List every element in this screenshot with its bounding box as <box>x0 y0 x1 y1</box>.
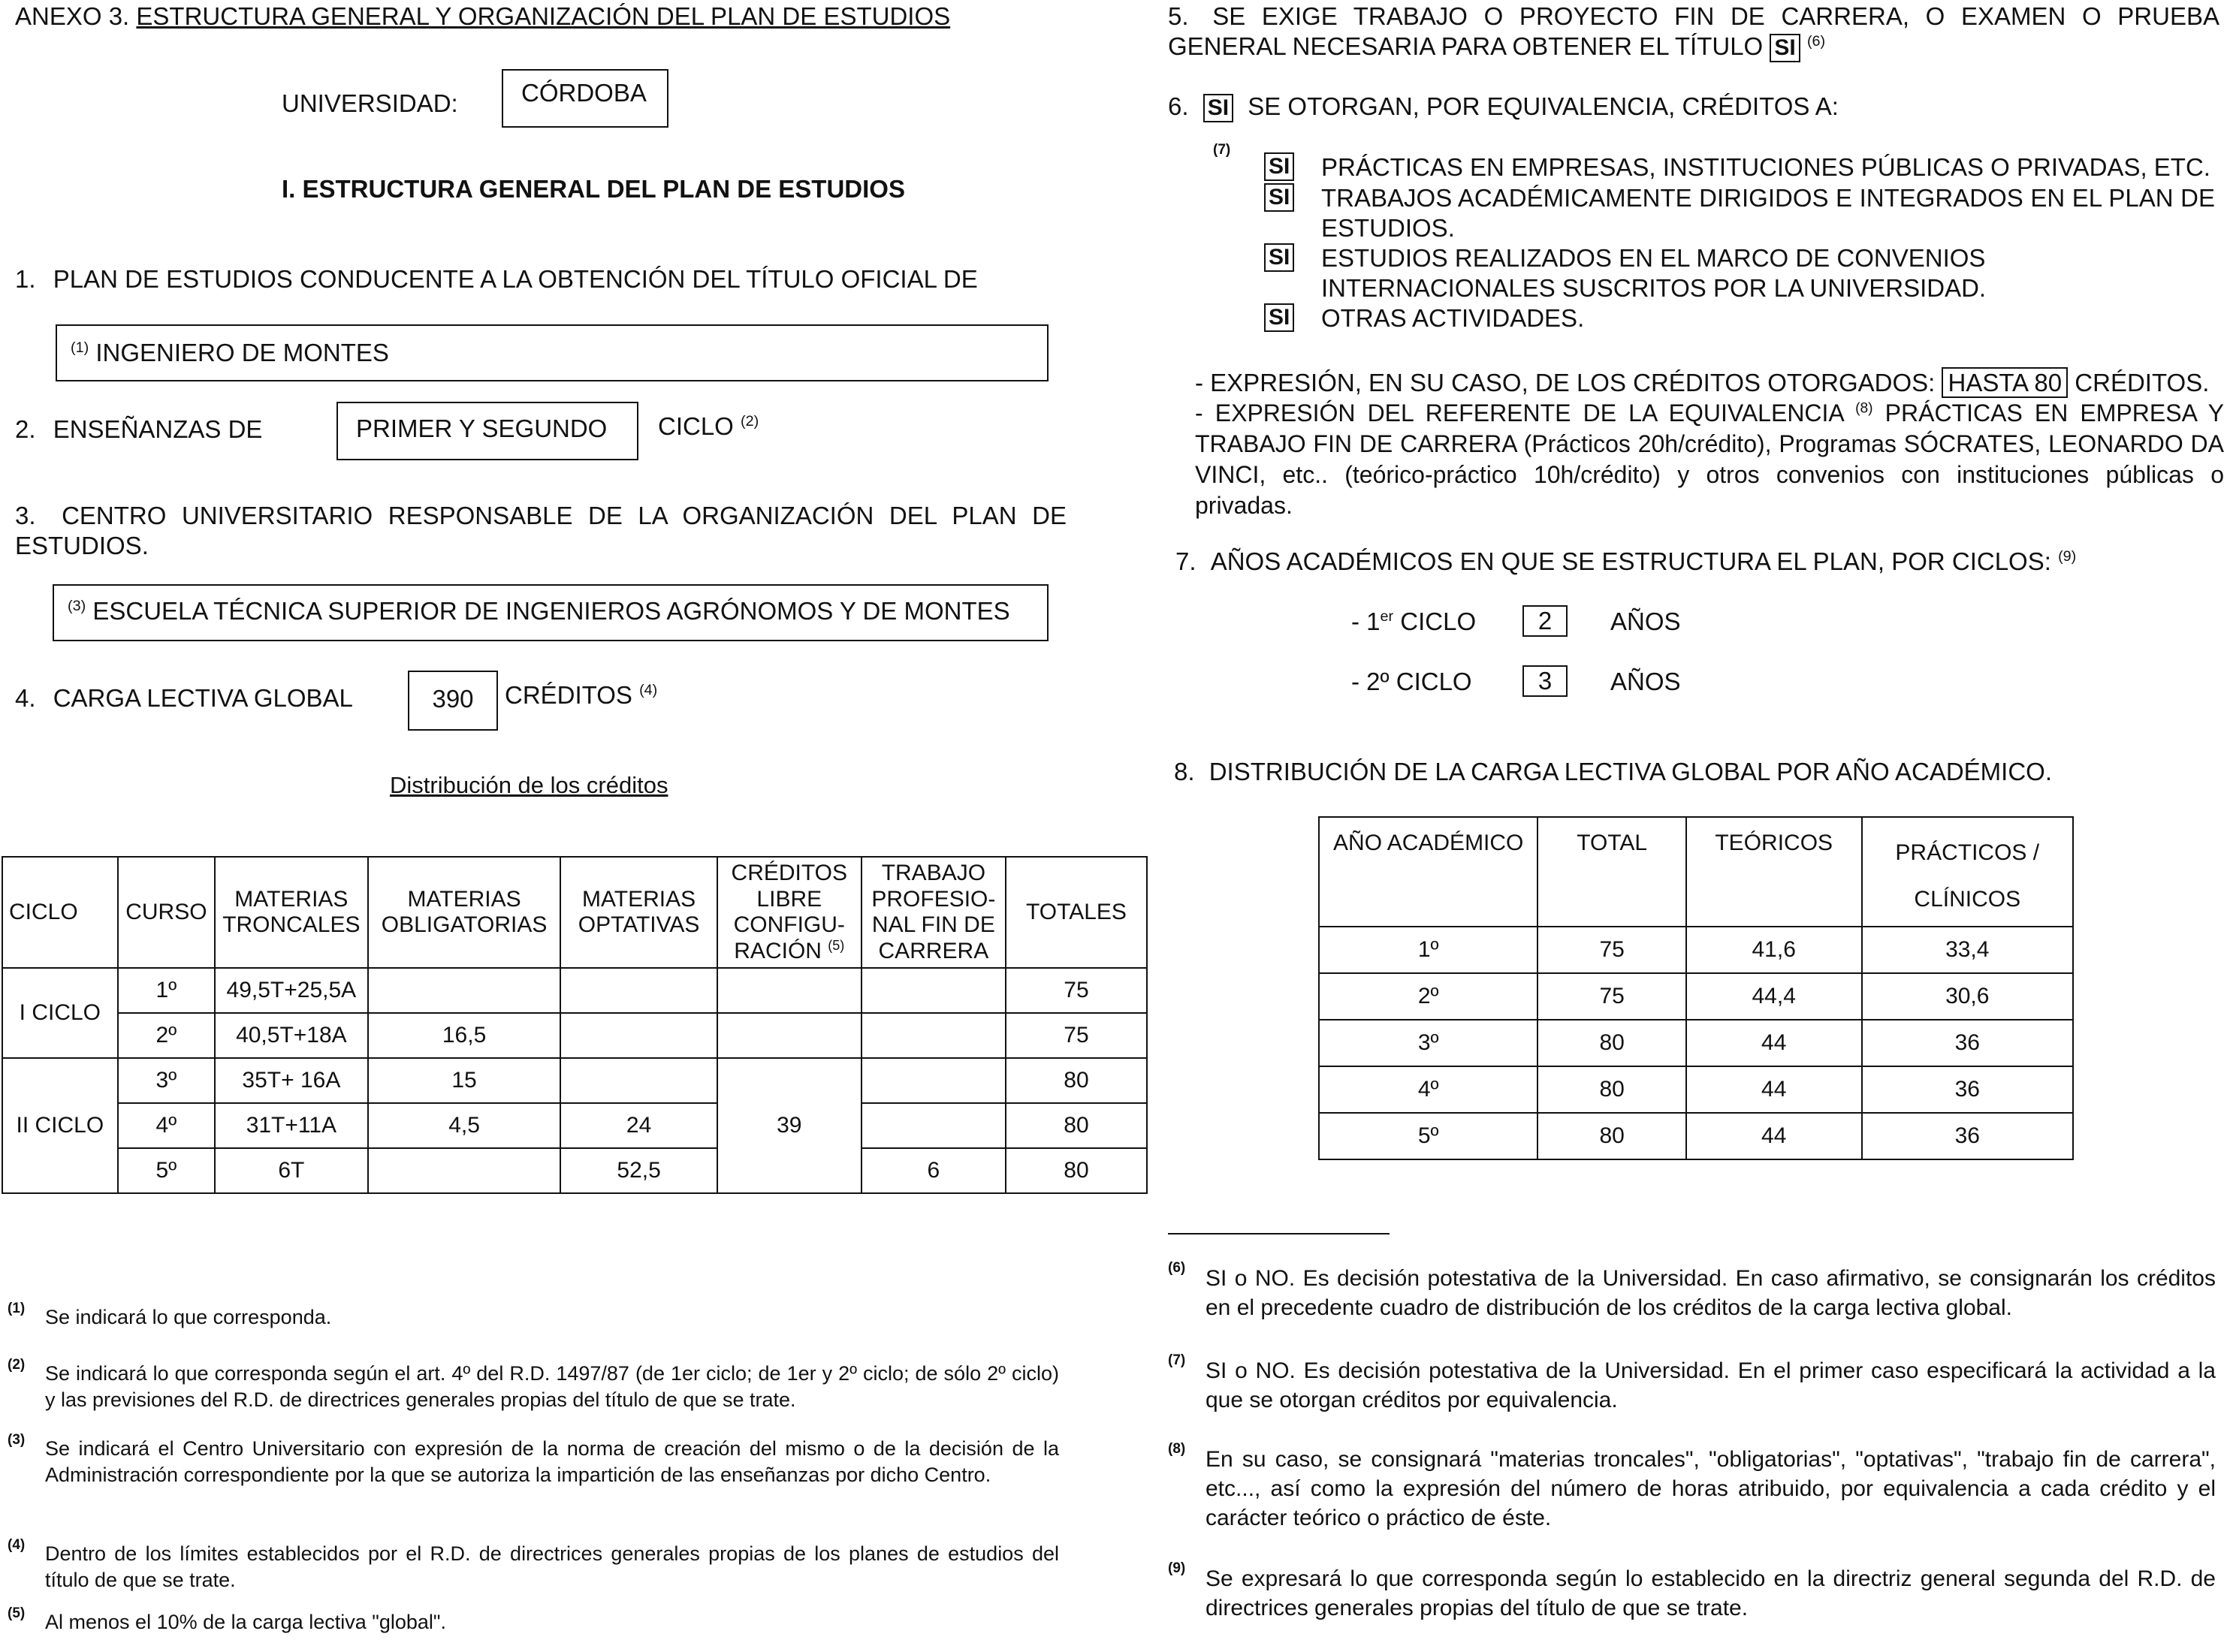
practicos-cell: 33,4 <box>1862 927 2073 973</box>
header-line: PRÁCTICOS / <box>1895 840 2040 865</box>
item6-number: 6. <box>1168 92 1189 120</box>
footnote-6 <box>1168 1260 2216 1322</box>
obligatorias-cell: 16,5 <box>368 1013 561 1058</box>
curso-cell: 1º <box>118 968 215 1013</box>
footnote-mark: (6) <box>1806 32 1826 50</box>
practicos-cell: 36 <box>1862 1020 2073 1066</box>
troncales-cell: 35T+ 16A <box>215 1058 368 1103</box>
item3-text: CENTRO UNIVERSITARIO RESPONSABLE DE LA ORGANIZACIÓN DEL PLAN DE ESTUDIOS. <box>15 502 1067 559</box>
footnote-mark: (8) <box>1855 400 1873 417</box>
total-cell: 80 <box>1537 1113 1685 1159</box>
teoricos-cell: 44,4 <box>1686 973 1862 1020</box>
curso-cell: 4º <box>118 1103 215 1148</box>
annex-heading <box>15 2 950 32</box>
footnote-mark: (1) <box>71 339 89 356</box>
distribution-table <box>2 856 1148 1194</box>
total-cell: 80 <box>1006 1148 1147 1193</box>
header-line: CLÍNICOS <box>1914 887 2021 912</box>
obligatorias-cell: 15 <box>368 1058 561 1103</box>
item1-text: PLAN DE ESTUDIOS CONDUCENTE A LA OBTENCIÓN DEL TÍTULO OFICIAL DE <box>53 265 978 293</box>
item5 <box>1168 2 2219 62</box>
header-line: OBLIGATORIAS <box>381 912 548 937</box>
troncales-cell: 31T+11A <box>215 1103 368 1148</box>
annex-prefix: ANEXO 3. <box>15 2 130 30</box>
curso-cell: 2º <box>118 1013 215 1058</box>
footnote-mark: (7) <box>1168 1352 1186 1368</box>
footnote-2 <box>8 1357 1059 1413</box>
item4-suffix <box>505 680 657 710</box>
header-line: CONFIGU- <box>733 912 845 937</box>
year-cell: 1º <box>1319 927 1537 973</box>
cycle-row <box>1351 667 1472 697</box>
cycle-label-post: CICLO <box>1393 607 1477 635</box>
option-answer-box: SI <box>1264 152 1294 181</box>
troncales-cell: 40,5T+18A <box>215 1013 368 1058</box>
header-optativas <box>560 857 717 968</box>
item2-label-text: ENSEÑANZAS DE <box>53 415 263 443</box>
year-cell: 2º <box>1319 973 1537 1020</box>
trabajo-cell <box>862 1013 1006 1058</box>
header-line: CRÉDITOS <box>731 861 848 885</box>
header-trabajo <box>862 857 1006 968</box>
expr1-label: - EXPRESIÓN, EN SU CASO, DE LOS CRÉDITOS OTORGADOS: <box>1195 369 1936 396</box>
footnote-mark: (8) <box>1168 1441 1186 1457</box>
table-row <box>1319 1113 2073 1159</box>
header-curso: CURSO <box>118 857 215 968</box>
footnote-mark: (9) <box>2058 548 2077 565</box>
trabajo-cell: 6 <box>862 1148 1006 1193</box>
footnote-mark: (1) <box>8 1301 26 1316</box>
optativas-cell <box>560 1013 717 1058</box>
footnote-mark: (4) <box>8 1537 26 1553</box>
item4-number: 4. <box>15 684 36 712</box>
year-cell: 5º <box>1319 1113 1537 1159</box>
header-total: TOTAL <box>1537 817 1685 927</box>
total-cell: 75 <box>1006 1013 1147 1058</box>
footnote-1 <box>8 1301 1059 1331</box>
footnote-7 <box>1168 1352 2216 1415</box>
table-header-row <box>1319 817 2073 927</box>
optativas-cell <box>560 1058 717 1103</box>
optativas-cell <box>560 968 717 1013</box>
item8 <box>1174 757 2052 787</box>
year-cell: 4º <box>1319 1066 1537 1113</box>
optativas-cell: 24 <box>560 1103 717 1148</box>
cycle-label: - 1 <box>1351 607 1381 635</box>
footnote-text: Dentro de los límites establecidos por el R.D. de directrices generales propias de los planes de estudios del título de que se trate. <box>45 1542 1059 1592</box>
option-text: OTRAS ACTIVIDADES. <box>1321 304 1585 332</box>
footnote-4 <box>8 1537 1059 1593</box>
item2-suffix <box>658 411 759 442</box>
footnote-text: En su caso, se consignará "materias troncales", "obligatorias", "optativas", "trabajo fin de carrera", etc..., así como la expresión del número de horas atribuido, por equivalencia a cada crédito y el carácter teórico o práctico de éste. <box>1206 1447 2216 1530</box>
footnote-mark: (3) <box>8 1432 26 1448</box>
section-title: I. ESTRUCTURA GENERAL DEL PLAN DE ESTUDIOS <box>282 175 905 203</box>
header-line: RACIÓN <box>734 938 822 963</box>
table-header-row <box>2 857 1147 968</box>
footnote-mark: (4) <box>639 682 658 698</box>
option-answer-box: SI <box>1264 183 1294 212</box>
total-cell: 75 <box>1537 973 1685 1020</box>
teoricos-cell: 44 <box>1686 1066 1862 1113</box>
obligatorias-cell: 4,5 <box>368 1103 561 1148</box>
cycle-years-unit: AÑOS <box>1610 607 1681 635</box>
item1-title-box <box>56 324 1049 381</box>
footnote-text: Se indicará lo que corresponda según el art. 4º del R.D. 1497/87 (de 1er ciclo; de 1er y 2º ciclo; de sólo 2º ciclo) y las previsiones del R.D. de directrices generales propias del título de que se trate. <box>45 1362 1059 1412</box>
footnote-3 <box>8 1432 1059 1488</box>
footnote-5 <box>8 1605 1059 1635</box>
expr2-text: PRÁCTICAS EN EMPRESA Y TRABAJO FIN DE CARRERA (Prácticos 20h/crédito), Programas SÓCRATES, LEONARDO DA VINCI, etc.. (teórico-práctico 10h/crédito) y otros convenios con instituciones públicas o privadas. <box>1195 399 2224 519</box>
item7-text: AÑOS ACADÉMICOS EN QUE SE ESTRUCTURA EL PLAN, POR CICLOS: <box>1210 547 2051 575</box>
header-line: LIBRE <box>756 886 822 912</box>
item8-text: DISTRIBUCIÓN DE LA CARGA LECTIVA GLOBAL POR AÑO ACADÉMICO. <box>1209 758 2052 785</box>
footnote-mark: (3) <box>68 598 86 614</box>
header-line: MATERIAS <box>582 886 696 912</box>
footnote-text: Se indicará el Centro Universitario con expresión de la norma de creación del mismo o de la decisión de la Administración correspondiente por la que se autoriza la impartición de las enseñanzas por dicho Centro. <box>45 1437 1059 1487</box>
header-line: CARRERA <box>878 938 989 963</box>
footnote-mark: (2) <box>8 1357 26 1373</box>
table-row <box>1319 973 2073 1020</box>
obligatorias-cell <box>368 968 561 1013</box>
troncales-cell: 6T <box>215 1148 368 1193</box>
table-row <box>2 1013 1147 1058</box>
item2-suffix-text: CICLO <box>658 412 734 440</box>
item4-value-box: 390 <box>408 671 498 731</box>
total-cell: 75 <box>1006 968 1147 1013</box>
libre-merged-cell: 39 <box>717 1058 862 1193</box>
table-row <box>1319 927 2073 973</box>
ciclo-2-cell: II CICLO <box>2 1058 118 1193</box>
footnote-mark: (6) <box>1168 1260 1186 1276</box>
expr1-suffix: CRÉDITOS. <box>2075 369 2210 396</box>
total-cell: 80 <box>1006 1103 1147 1148</box>
footnote-mark: (9) <box>1168 1560 1186 1576</box>
footnote-divider <box>1168 1233 1390 1234</box>
footnote-text: Se indicará lo que corresponda. <box>45 1306 332 1328</box>
libre-cell <box>717 1013 862 1058</box>
footnote-8 <box>1168 1441 2216 1533</box>
item6-text: SE OTORGAN, POR EQUIVALENCIA, CRÉDITOS A: <box>1248 92 1839 120</box>
header-troncales <box>215 857 368 968</box>
item2-number: 2. <box>15 415 36 443</box>
annex-title: ESTRUCTURA GENERAL Y ORGANIZACIÓN DEL PLAN DE ESTUDIOS <box>136 2 951 30</box>
header-line: MATERIAS <box>234 886 349 912</box>
header-line: NAL FIN DE <box>871 912 995 937</box>
footnote-9 <box>1168 1560 2216 1623</box>
option-answer-box: SI <box>1264 303 1294 332</box>
practicos-cell: 36 <box>1862 1113 2073 1159</box>
cycle-years-box: 2 <box>1522 605 1568 637</box>
header-line: TRONCALES <box>222 912 361 937</box>
header-totales: TOTALES <box>1006 857 1147 968</box>
item3-center-box <box>53 584 1049 641</box>
expr1-value-box: HASTA 80 <box>1942 367 2068 398</box>
table-row <box>2 968 1147 1013</box>
item6 <box>1168 92 1839 122</box>
item7-number: 7. <box>1175 547 1196 575</box>
item1-title-value: INGENIERO DE MONTES <box>95 339 389 366</box>
ciclo-1-cell: I CICLO <box>2 968 118 1058</box>
universidad-label: UNIVERSIDAD: <box>282 89 458 117</box>
cycle-label: - 2º CICLO <box>1351 668 1472 695</box>
total-cell: 80 <box>1537 1020 1685 1066</box>
item3-number: 3. <box>15 502 36 529</box>
libre-cell <box>717 968 862 1013</box>
option-text: TRABAJOS ACADÉMICAMENTE DIRIGIDOS E INTEGRADOS EN EL PLAN DE ESTUDIOS. <box>1321 184 2215 242</box>
cycle-years-box: 3 <box>1522 665 1568 697</box>
obligatorias-cell <box>368 1148 561 1193</box>
teoricos-cell: 44 <box>1686 1020 1862 1066</box>
header-line: PROFESIO- <box>871 886 996 912</box>
item8-number: 8. <box>1174 758 1195 785</box>
footnote-text: SI o NO. Es decisión potestativa de la Universidad. En caso afirmativo, se consignarán los créditos en el precedente cuadro de distribución de los créditos de la carga lectiva global. <box>1206 1266 2216 1320</box>
header-practicos <box>1862 817 2073 927</box>
option-text: PRÁCTICAS EN EMPRESAS, INSTITUCIONES PÚBLICAS O PRIVADAS, ETC. <box>1321 153 2210 181</box>
item5-answer-box: SI <box>1770 34 1800 62</box>
header-obligatorias <box>368 857 561 968</box>
total-cell: 75 <box>1537 927 1685 973</box>
total-cell: 80 <box>1537 1066 1685 1113</box>
header-line: OPTATIVAS <box>578 912 700 937</box>
universidad-value: CÓRDOBA <box>502 69 668 128</box>
table-row <box>2 1058 1147 1103</box>
distribution-caption: Distribución de los créditos <box>390 772 668 798</box>
footnote-text: Al menos el 10% de la carga lectiva "global". <box>45 1611 446 1633</box>
optativas-cell: 52,5 <box>560 1148 717 1193</box>
item7 <box>1175 547 2076 577</box>
practicos-cell: 30,6 <box>1862 973 2073 1020</box>
option-text: ESTUDIOS REALIZADOS EN EL MARCO DE CONVENIOS INTERNACIONALES SUSCRITOS POR LA UNIVERSIDAD. <box>1321 244 1987 302</box>
trabajo-cell <box>862 968 1006 1013</box>
curso-cell: 5º <box>118 1148 215 1193</box>
header-ciclo: CICLO <box>2 857 118 968</box>
item4-suffix-text: CRÉDITOS <box>505 681 632 709</box>
item1-number: 1. <box>15 265 36 293</box>
header-line: TRABAJO <box>881 861 986 885</box>
footnote-mark: (2) <box>741 413 759 430</box>
footnote-mark: (5) <box>8 1605 26 1621</box>
item5-text: SE EXIGE TRABAJO O PROYECTO FIN DE CARRERA, O EXAMEN O PRUEBA GENERAL NECESARIA PARA OBTENER EL TÍTULO <box>1168 2 2219 60</box>
item3 <box>15 501 1067 560</box>
option-answer-box: SI <box>1264 243 1294 272</box>
teoricos-cell: 44 <box>1686 1113 1862 1159</box>
table-row <box>2 1103 1147 1148</box>
item1 <box>15 264 978 294</box>
table-row <box>2 1148 1147 1193</box>
item6-answer-box: SI <box>1203 94 1233 122</box>
item2-value-box: PRIMER Y SEGUNDO <box>336 402 638 460</box>
trabajo-cell <box>862 1103 1006 1148</box>
header-teoricos: TEÓRICOS <box>1686 817 1862 927</box>
table-row <box>1319 1066 2073 1113</box>
item5-number: 5. <box>1168 2 1189 30</box>
header-line: MATERIAS <box>407 886 521 912</box>
footnote-text: SI o NO. Es decisión potestativa de la Universidad. En el primer caso especificará la actividad a la que se otorgan créditos por equivalencia. <box>1206 1358 2216 1412</box>
footnote-mark: (5) <box>828 937 845 953</box>
academic-year-table <box>1318 816 2074 1160</box>
item4-label-text: CARGA LECTIVA GLOBAL <box>53 684 353 712</box>
item4-label <box>15 683 353 713</box>
total-cell: 80 <box>1006 1058 1147 1103</box>
header-libre <box>717 857 862 968</box>
item3-center-value: ESCUELA TÉCNICA SUPERIOR DE INGENIEROS AGRÓNOMOS Y DE MONTES <box>92 597 1010 625</box>
trabajo-cell <box>862 1058 1006 1103</box>
cycle-years-unit: AÑOS <box>1610 668 1681 695</box>
practicos-cell: 36 <box>1862 1066 2073 1113</box>
year-cell: 3º <box>1319 1020 1537 1066</box>
item6-equivalence-expression <box>1195 398 2224 521</box>
footnote-text: Se expresará lo que corresponda según lo establecido en la directriz general segunda del R.D. de directrices generales propias del título de que se trate. <box>1206 1566 2216 1620</box>
curso-cell: 3º <box>118 1058 215 1103</box>
table-row <box>1319 1020 2073 1066</box>
troncales-cell: 49,5T+25,5A <box>215 968 368 1013</box>
cycle-label-sup: er <box>1380 608 1394 625</box>
item6-credits-expression <box>1195 368 2224 398</box>
cycle-row <box>1351 607 1476 637</box>
teoricos-cell: 41,6 <box>1686 927 1862 973</box>
item2-label <box>15 415 262 445</box>
header-year: AÑO ACADÉMICO <box>1319 817 1537 927</box>
expr2-label: - EXPRESIÓN DEL REFERENTE DE LA EQUIVALENCIA <box>1195 399 1843 427</box>
